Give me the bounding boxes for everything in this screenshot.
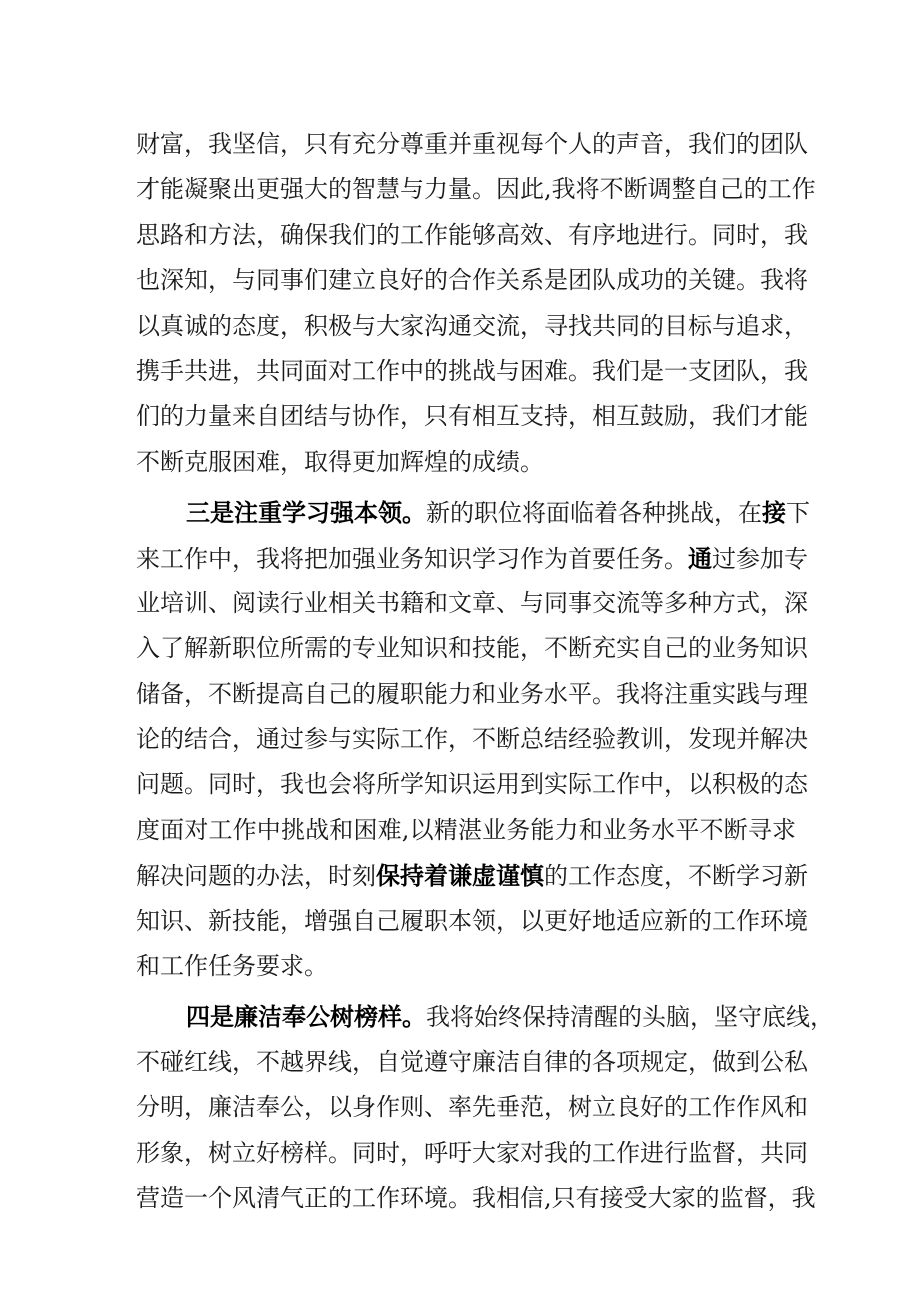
- text-run: 携手共进，共同面对工作中的挑战与困难。我们是一支团队，我: [136, 356, 808, 385]
- text-line: [136, 394, 808, 439]
- bold-text-run: 保持着谦虚谨慎: [376, 861, 544, 891]
- paragraph: [136, 122, 816, 485]
- text-line: [136, 167, 816, 212]
- text-run: 不断克服困难，取得更加辉煌的成绩。: [136, 447, 544, 476]
- document-body: [136, 122, 834, 1221]
- text-line: [136, 853, 808, 898]
- text-line: [136, 1085, 808, 1130]
- text-line: [136, 899, 808, 944]
- text-line: [136, 258, 808, 303]
- paragraph: [136, 994, 834, 1221]
- text-run: 新的职位将面临着各种挑战，在: [426, 499, 762, 528]
- text-run: 营造一个风清气正的工作环境。我相信,只有接受大家的监督，我: [136, 1183, 816, 1212]
- text-run: 论的结合，通过参与实际工作，不断总结经验教训，发现并解决: [136, 725, 808, 754]
- text-run: 和工作任务要求。: [136, 952, 328, 981]
- bold-text-run: 接: [762, 498, 786, 528]
- text-line: [136, 944, 796, 989]
- text-run: 度面对工作中挑战和困难,以精湛业务能力和业务水平不断寻求: [136, 815, 796, 844]
- text-line: [136, 1040, 808, 1085]
- text-run: 形象，树立好榜样。同时，呼吁大家对我的工作进行监督，共同: [136, 1138, 808, 1167]
- text-line: [136, 1131, 808, 1176]
- text-line: [136, 490, 810, 535]
- text-run: 业培训、阅读行业相关书籍和文章、与同事交流等多种方式，深: [136, 588, 808, 617]
- bold-text-run: 三是注重学习强本领。: [186, 498, 426, 528]
- text-run: 也深知，与同事们建立良好的合作关系是团队成功的关键。我将: [136, 266, 808, 295]
- text-run: 才能凝聚出更强大的智慧与力量。因此,我将不断调整自己的工作: [136, 175, 816, 204]
- text-line: [136, 672, 808, 717]
- text-run: 问题。同时，我也会将所学知识运用到实际工作中，以积极的态: [136, 770, 808, 799]
- text-run: 我将始终保持清醒的头脑，坚守底线，: [426, 1003, 834, 1032]
- text-run: 知识、新技能，增强自己履职本领，以更好地适应新的工作环境: [136, 906, 808, 935]
- bold-text-run: 四是廉洁奉公树榜样。: [186, 1002, 426, 1032]
- text-run: 解决问题的办法，时刻: [136, 862, 376, 891]
- text-line: [136, 1176, 816, 1221]
- text-run: 储备，不断提高自己的履职能力和业务水平。我将注重实践与理: [136, 679, 808, 708]
- text-run: 下: [786, 499, 810, 528]
- text-line: [136, 213, 808, 258]
- text-line: [136, 536, 808, 581]
- text-run: 思路和方法，确保我们的工作能够高效、有序地进行。同时，我: [136, 220, 808, 249]
- text-line: [136, 349, 808, 394]
- text-line: [136, 717, 808, 762]
- bold-text-run: 通: [688, 543, 712, 573]
- text-line: [136, 581, 808, 626]
- text-run: 的工作态度，不断学习新: [544, 862, 808, 891]
- text-line: [136, 122, 808, 167]
- text-line: [136, 808, 796, 853]
- text-line: [136, 626, 808, 671]
- text-line: [136, 440, 796, 485]
- text-run: 财富，我坚信，只有充分尊重并重视每个人的声音，我们的团队: [136, 130, 808, 158]
- text-run: 来工作中，我将把加强业务知识学习作为首要任务。: [136, 544, 688, 573]
- text-line: [136, 994, 834, 1039]
- text-run: 不碰红线，不越界线，自觉遵守廉洁自律的各项规定，做到公私: [136, 1047, 808, 1076]
- text-line: [136, 762, 808, 807]
- text-run: 过参加专: [712, 544, 808, 573]
- text-run: 分明，廉洁奉公，以身作则、率先垂范，树立良好的工作作风和: [136, 1093, 808, 1122]
- text-run: 以真诚的态度，积极与大家沟通交流，寻找共同的目标与追求，: [136, 311, 808, 340]
- paragraph: [136, 490, 810, 989]
- text-run: 们的力量来自团结与协作，只有相互支持，相互鼓励，我们才能: [136, 402, 808, 431]
- text-run: 入了解新职位所需的专业知识和技能，不断充实自己的业务知识: [136, 634, 808, 663]
- text-line: [136, 304, 808, 349]
